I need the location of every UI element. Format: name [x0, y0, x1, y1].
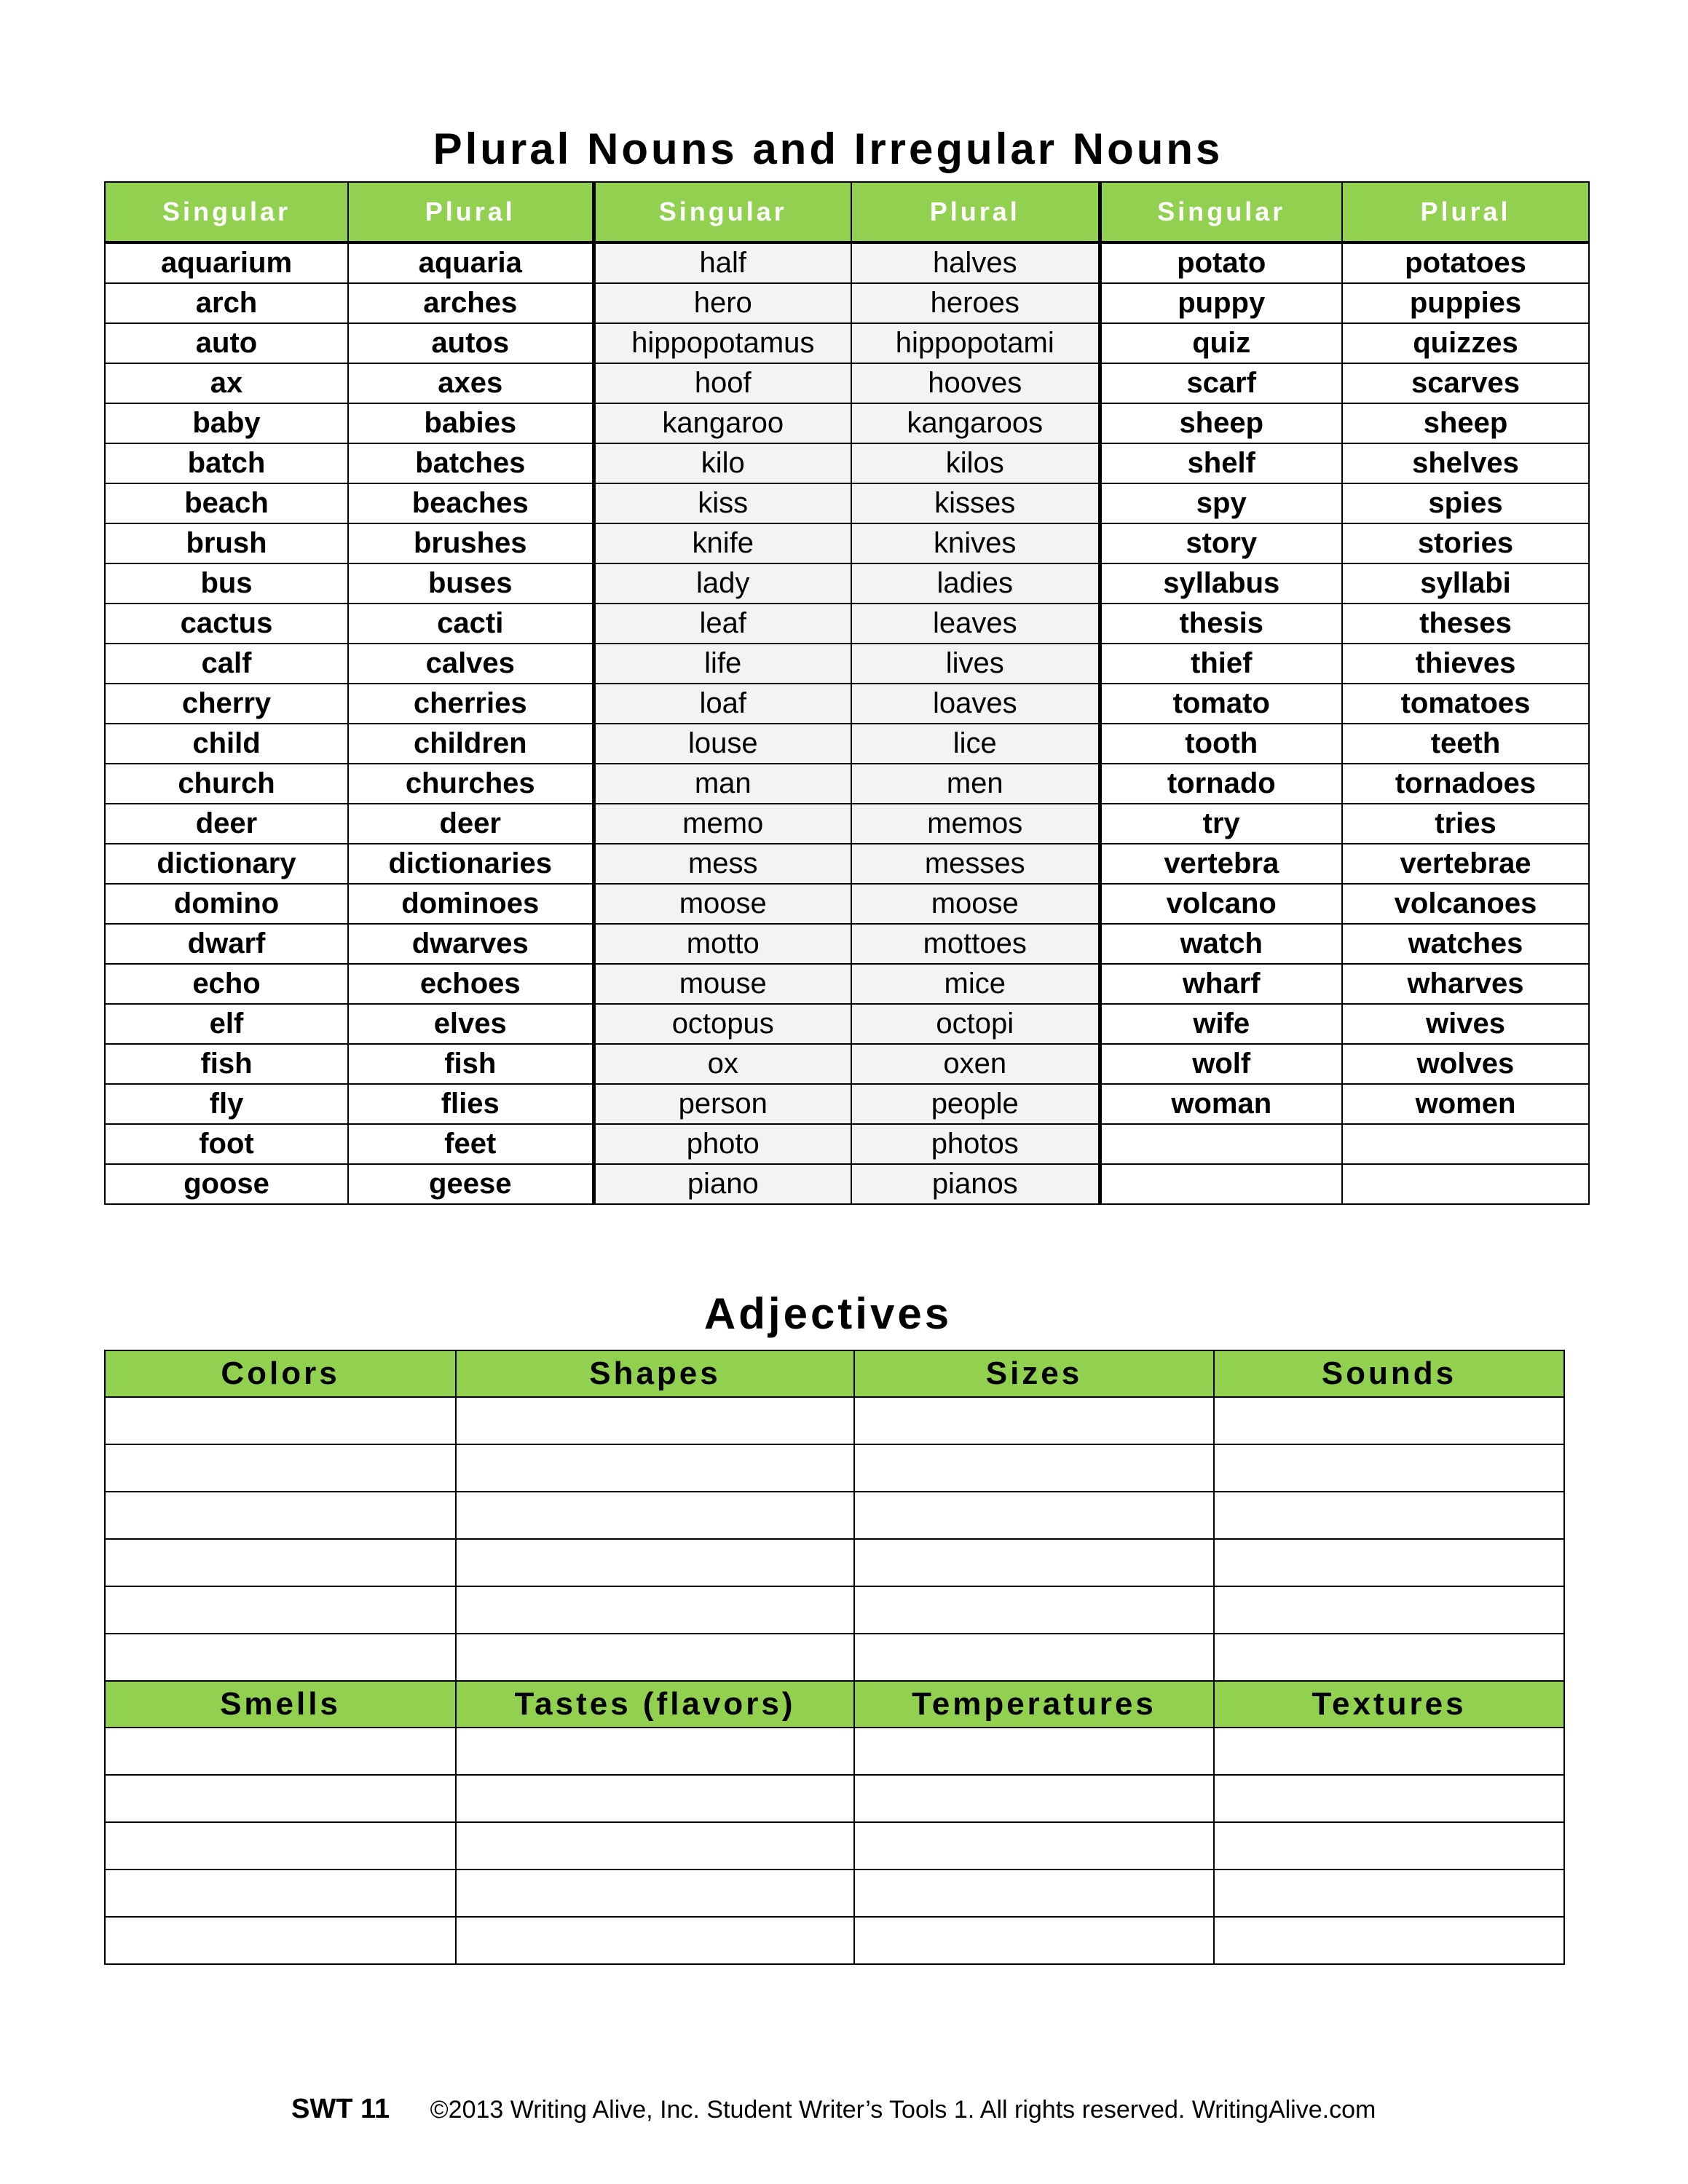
singular-cell: ax	[105, 363, 348, 403]
singular-cell: brush	[105, 523, 348, 563]
adjective-write-cell[interactable]	[105, 1492, 456, 1539]
singular-cell: sheep	[1100, 403, 1342, 443]
adjective-blank-row	[105, 1586, 1564, 1634]
adjective-category-header: Smells	[105, 1681, 456, 1728]
plural-cell: fish	[348, 1044, 593, 1084]
adjective-write-cell[interactable]	[105, 1775, 456, 1822]
noun-row	[105, 1164, 1589, 1204]
plural-cell: kilos	[851, 443, 1100, 483]
singular-cell: loaf	[593, 684, 851, 724]
plural-cell: scarves	[1342, 363, 1589, 403]
adjective-write-cell[interactable]	[854, 1634, 1214, 1681]
singular-cell: church	[105, 764, 348, 804]
singular-cell: half	[593, 242, 851, 283]
singular-cell: deer	[105, 804, 348, 844]
singular-cell: hoof	[593, 363, 851, 403]
noun-row	[105, 604, 1589, 644]
noun-row	[105, 483, 1589, 523]
plural-cell: echoes	[348, 964, 593, 1004]
adjective-category-header: Tastes (flavors)	[456, 1681, 854, 1728]
adjective-category-header: Sounds	[1214, 1350, 1564, 1397]
plural-cell: dominoes	[348, 884, 593, 924]
singular-cell: wharf	[1100, 964, 1342, 1004]
singular-cell: memo	[593, 804, 851, 844]
adjective-write-cell[interactable]	[1214, 1634, 1564, 1681]
plural-cell: lives	[851, 644, 1100, 684]
singular-cell: echo	[105, 964, 348, 1004]
adjective-write-cell[interactable]	[456, 1822, 854, 1870]
plural-cell: mottoes	[851, 924, 1100, 964]
adjective-write-cell[interactable]	[1214, 1775, 1564, 1822]
adjective-write-cell[interactable]	[456, 1492, 854, 1539]
singular-cell: motto	[593, 924, 851, 964]
noun-row	[105, 884, 1589, 924]
plural-cell: babies	[348, 403, 593, 443]
singular-cell: bus	[105, 563, 348, 604]
plural-cell: moose	[851, 884, 1100, 924]
adjective-write-cell[interactable]	[105, 1822, 456, 1870]
adjective-header-row	[105, 1350, 1564, 1397]
singular-cell: vertebra	[1100, 844, 1342, 884]
adjective-category-header: Colors	[105, 1350, 456, 1397]
nouns-body	[105, 242, 1589, 1204]
plural-cell: octopi	[851, 1004, 1100, 1044]
singular-cell: potato	[1100, 242, 1342, 283]
plural-cell: potatoes	[1342, 242, 1589, 283]
plural-cell: vertebrae	[1342, 844, 1589, 884]
plural-cell: cherries	[348, 684, 593, 724]
noun-row	[105, 443, 1589, 483]
singular-cell: moose	[593, 884, 851, 924]
adjective-blank-row	[105, 1492, 1564, 1539]
adjective-write-cell[interactable]	[854, 1870, 1214, 1917]
singular-cell: fish	[105, 1044, 348, 1084]
singular-cell: calf	[105, 644, 348, 684]
adjective-write-cell[interactable]	[456, 1634, 854, 1681]
noun-row	[105, 523, 1589, 563]
adjective-write-cell[interactable]	[105, 1870, 456, 1917]
plural-cell: loaves	[851, 684, 1100, 724]
plural-cell: buses	[348, 563, 593, 604]
singular-cell: mouse	[593, 964, 851, 1004]
adjective-blank-row	[105, 1822, 1564, 1870]
noun-row	[105, 1124, 1589, 1164]
singular-cell: man	[593, 764, 851, 804]
header-singular: Singular	[105, 182, 348, 242]
singular-cell: kangaroo	[593, 403, 851, 443]
plural-cell: ladies	[851, 563, 1100, 604]
adjective-category-header: Textures	[1214, 1681, 1564, 1728]
singular-cell: puppy	[1100, 283, 1342, 323]
adjective-write-cell[interactable]	[854, 1492, 1214, 1539]
plural-cell: hippopotami	[851, 323, 1100, 363]
plural-cell: flies	[348, 1084, 593, 1124]
plural-cell: teeth	[1342, 724, 1589, 764]
singular-cell: octopus	[593, 1004, 851, 1044]
header-plural: Plural	[348, 182, 593, 242]
singular-cell	[1100, 1124, 1342, 1164]
plural-cell: lice	[851, 724, 1100, 764]
plural-cell: deer	[348, 804, 593, 844]
singular-cell: arch	[105, 283, 348, 323]
plural-cell	[1342, 1164, 1589, 1204]
singular-cell: louse	[593, 724, 851, 764]
adjective-write-cell[interactable]	[854, 1728, 1214, 1775]
nouns-header-row	[105, 182, 1589, 242]
singular-cell: tooth	[1100, 724, 1342, 764]
plural-cell: calves	[348, 644, 593, 684]
adjective-blank-row	[105, 1917, 1564, 1964]
noun-row	[105, 804, 1589, 844]
plural-cell: elves	[348, 1004, 593, 1044]
plural-cell: children	[348, 724, 593, 764]
footer	[291, 2094, 1376, 2125]
plural-cell: autos	[348, 323, 593, 363]
noun-row	[105, 563, 1589, 604]
page-code: SWT 11	[291, 2094, 390, 2124]
plural-cell: wives	[1342, 1004, 1589, 1044]
plural-cell: theses	[1342, 604, 1589, 644]
singular-cell: volcano	[1100, 884, 1342, 924]
header-singular: Singular	[1100, 182, 1342, 242]
noun-row	[105, 242, 1589, 283]
singular-cell: wolf	[1100, 1044, 1342, 1084]
adjective-blank-row	[105, 1870, 1564, 1917]
plural-cell: halves	[851, 242, 1100, 283]
adjective-write-cell[interactable]	[1214, 1492, 1564, 1539]
adjective-write-cell[interactable]	[854, 1586, 1214, 1634]
adjectives-body	[105, 1350, 1564, 1964]
header-plural: Plural	[851, 182, 1100, 242]
plural-cell: memos	[851, 804, 1100, 844]
plural-cell	[1342, 1124, 1589, 1164]
plural-cell: watches	[1342, 924, 1589, 964]
noun-row	[105, 363, 1589, 403]
singular-cell: child	[105, 724, 348, 764]
singular-cell: domino	[105, 884, 348, 924]
plural-cell: arches	[348, 283, 593, 323]
noun-row	[105, 323, 1589, 363]
header-plural: Plural	[1342, 182, 1589, 242]
adjective-write-cell[interactable]	[105, 1539, 456, 1586]
singular-cell: knife	[593, 523, 851, 563]
plural-cell: shelves	[1342, 443, 1589, 483]
adjective-write-cell[interactable]	[1214, 1539, 1564, 1586]
adjective-write-cell[interactable]	[456, 1917, 854, 1964]
adjective-blank-row	[105, 1728, 1564, 1775]
noun-row	[105, 283, 1589, 323]
plural-cell: women	[1342, 1084, 1589, 1124]
adjective-write-cell[interactable]	[1214, 1586, 1564, 1634]
adjective-write-cell[interactable]	[105, 1586, 456, 1634]
adjective-blank-row	[105, 1444, 1564, 1492]
singular-cell: kiss	[593, 483, 851, 523]
adjectives-title: Adjectives	[703, 1289, 953, 1338]
plural-cell: sheep	[1342, 403, 1589, 443]
adjective-write-cell[interactable]	[456, 1870, 854, 1917]
plural-cell: feet	[348, 1124, 593, 1164]
plural-cell: spies	[1342, 483, 1589, 523]
singular-cell: thief	[1100, 644, 1342, 684]
singular-cell: dictionary	[105, 844, 348, 884]
adjective-write-cell[interactable]	[456, 1775, 854, 1822]
adjective-write-cell[interactable]	[854, 1397, 1214, 1444]
adjective-write-cell[interactable]	[1214, 1728, 1564, 1775]
singular-cell: fly	[105, 1084, 348, 1124]
adjective-write-cell[interactable]	[105, 1444, 456, 1492]
singular-cell: goose	[105, 1164, 348, 1204]
plural-cell: syllabi	[1342, 563, 1589, 604]
plural-cell: men	[851, 764, 1100, 804]
plural-cell: oxen	[851, 1044, 1100, 1084]
adjectives-table	[104, 1350, 1565, 1965]
plural-cell: aquaria	[348, 242, 593, 283]
noun-row	[105, 403, 1589, 443]
adjective-write-cell[interactable]	[456, 1728, 854, 1775]
plural-cell: pianos	[851, 1164, 1100, 1204]
plural-nouns-table	[104, 181, 1590, 1205]
singular-cell: story	[1100, 523, 1342, 563]
singular-cell: cactus	[105, 604, 348, 644]
noun-row	[105, 964, 1589, 1004]
singular-cell: elf	[105, 1004, 348, 1044]
adjective-write-cell[interactable]	[456, 1397, 854, 1444]
copyright-text: ©2013 Writing Alive, Inc. Student Writer’s Tools 1. All rights reserved. WritingAlive.com	[430, 2096, 1376, 2124]
plural-cell: beaches	[348, 483, 593, 523]
singular-cell: kilo	[593, 443, 851, 483]
adjective-write-cell[interactable]	[854, 1822, 1214, 1870]
adjective-blank-row	[105, 1539, 1564, 1586]
noun-row	[105, 924, 1589, 964]
noun-row	[105, 764, 1589, 804]
singular-cell: piano	[593, 1164, 851, 1204]
singular-cell: life	[593, 644, 851, 684]
adjective-category-header: Sizes	[854, 1350, 1214, 1397]
plural-cell: people	[851, 1084, 1100, 1124]
plural-cell: leaves	[851, 604, 1100, 644]
plural-cell: heroes	[851, 283, 1100, 323]
plural-cell: churches	[348, 764, 593, 804]
singular-cell: auto	[105, 323, 348, 363]
adjective-blank-row	[105, 1397, 1564, 1444]
singular-cell: shelf	[1100, 443, 1342, 483]
adjective-write-cell[interactable]	[456, 1444, 854, 1492]
plural-cell: messes	[851, 844, 1100, 884]
adjective-write-cell[interactable]	[456, 1539, 854, 1586]
adjective-write-cell[interactable]	[1214, 1822, 1564, 1870]
adjective-write-cell[interactable]	[105, 1728, 456, 1775]
singular-cell: hippopotamus	[593, 323, 851, 363]
plural-cell: tomatoes	[1342, 684, 1589, 724]
plural-cell: knives	[851, 523, 1100, 563]
adjective-write-cell[interactable]	[105, 1917, 456, 1964]
plural-cell: dictionaries	[348, 844, 593, 884]
singular-cell: thesis	[1100, 604, 1342, 644]
singular-cell: tornado	[1100, 764, 1342, 804]
adjective-header-row	[105, 1681, 1564, 1728]
adjective-write-cell[interactable]	[105, 1634, 456, 1681]
singular-cell	[1100, 1164, 1342, 1204]
singular-cell: person	[593, 1084, 851, 1124]
adjective-write-cell[interactable]	[456, 1586, 854, 1634]
plural-cell: batches	[348, 443, 593, 483]
plural-cell: mice	[851, 964, 1100, 1004]
singular-cell: watch	[1100, 924, 1342, 964]
singular-cell: hero	[593, 283, 851, 323]
plural-cell: geese	[348, 1164, 593, 1204]
plural-cell: cacti	[348, 604, 593, 644]
adjective-write-cell[interactable]	[854, 1775, 1214, 1822]
singular-cell: leaf	[593, 604, 851, 644]
singular-cell: foot	[105, 1124, 348, 1164]
noun-row	[105, 1084, 1589, 1124]
adjective-write-cell[interactable]	[1214, 1397, 1564, 1444]
singular-cell: cherry	[105, 684, 348, 724]
singular-cell: ox	[593, 1044, 851, 1084]
singular-cell: woman	[1100, 1084, 1342, 1124]
adjective-blank-row	[105, 1775, 1564, 1822]
adjective-write-cell[interactable]	[1214, 1917, 1564, 1964]
plural-cell: thieves	[1342, 644, 1589, 684]
plural-cell: wharves	[1342, 964, 1589, 1004]
singular-cell: dwarf	[105, 924, 348, 964]
singular-cell: lady	[593, 563, 851, 604]
adjective-blank-row	[105, 1634, 1564, 1681]
header-singular: Singular	[593, 182, 851, 242]
singular-cell: mess	[593, 844, 851, 884]
noun-row	[105, 644, 1589, 684]
adjective-write-cell[interactable]	[854, 1539, 1214, 1586]
singular-cell: quiz	[1100, 323, 1342, 363]
plural-cell: quizzes	[1342, 323, 1589, 363]
singular-cell: photo	[593, 1124, 851, 1164]
nouns-title: Plural Nouns and Irregular Nouns	[433, 124, 1223, 173]
singular-cell: try	[1100, 804, 1342, 844]
noun-row	[105, 1004, 1589, 1044]
adjective-write-cell[interactable]	[1214, 1870, 1564, 1917]
singular-cell: aquarium	[105, 242, 348, 283]
adjective-write-cell[interactable]	[854, 1917, 1214, 1964]
plural-cell: wolves	[1342, 1044, 1589, 1084]
noun-row	[105, 684, 1589, 724]
plural-cell: photos	[851, 1124, 1100, 1164]
plural-cell: kangaroos	[851, 403, 1100, 443]
singular-cell: spy	[1100, 483, 1342, 523]
noun-row	[105, 844, 1589, 884]
plural-cell: stories	[1342, 523, 1589, 563]
singular-cell: scarf	[1100, 363, 1342, 403]
adjective-write-cell[interactable]	[1214, 1444, 1564, 1492]
adjective-category-header: Temperatures	[854, 1681, 1214, 1728]
adjective-write-cell[interactable]	[105, 1397, 456, 1444]
plural-cell: volcanoes	[1342, 884, 1589, 924]
plural-cell: tries	[1342, 804, 1589, 844]
plural-cell: axes	[348, 363, 593, 403]
plural-cell: brushes	[348, 523, 593, 563]
adjective-write-cell[interactable]	[854, 1444, 1214, 1492]
singular-cell: baby	[105, 403, 348, 443]
singular-cell: syllabus	[1100, 563, 1342, 604]
singular-cell: wife	[1100, 1004, 1342, 1044]
noun-row	[105, 1044, 1589, 1084]
noun-row	[105, 724, 1589, 764]
plural-cell: tornadoes	[1342, 764, 1589, 804]
singular-cell: beach	[105, 483, 348, 523]
plural-cell: puppies	[1342, 283, 1589, 323]
plural-cell: kisses	[851, 483, 1100, 523]
plural-cell: dwarves	[348, 924, 593, 964]
singular-cell: tomato	[1100, 684, 1342, 724]
plural-cell: hooves	[851, 363, 1100, 403]
adjective-category-header: Shapes	[456, 1350, 854, 1397]
singular-cell: batch	[105, 443, 348, 483]
